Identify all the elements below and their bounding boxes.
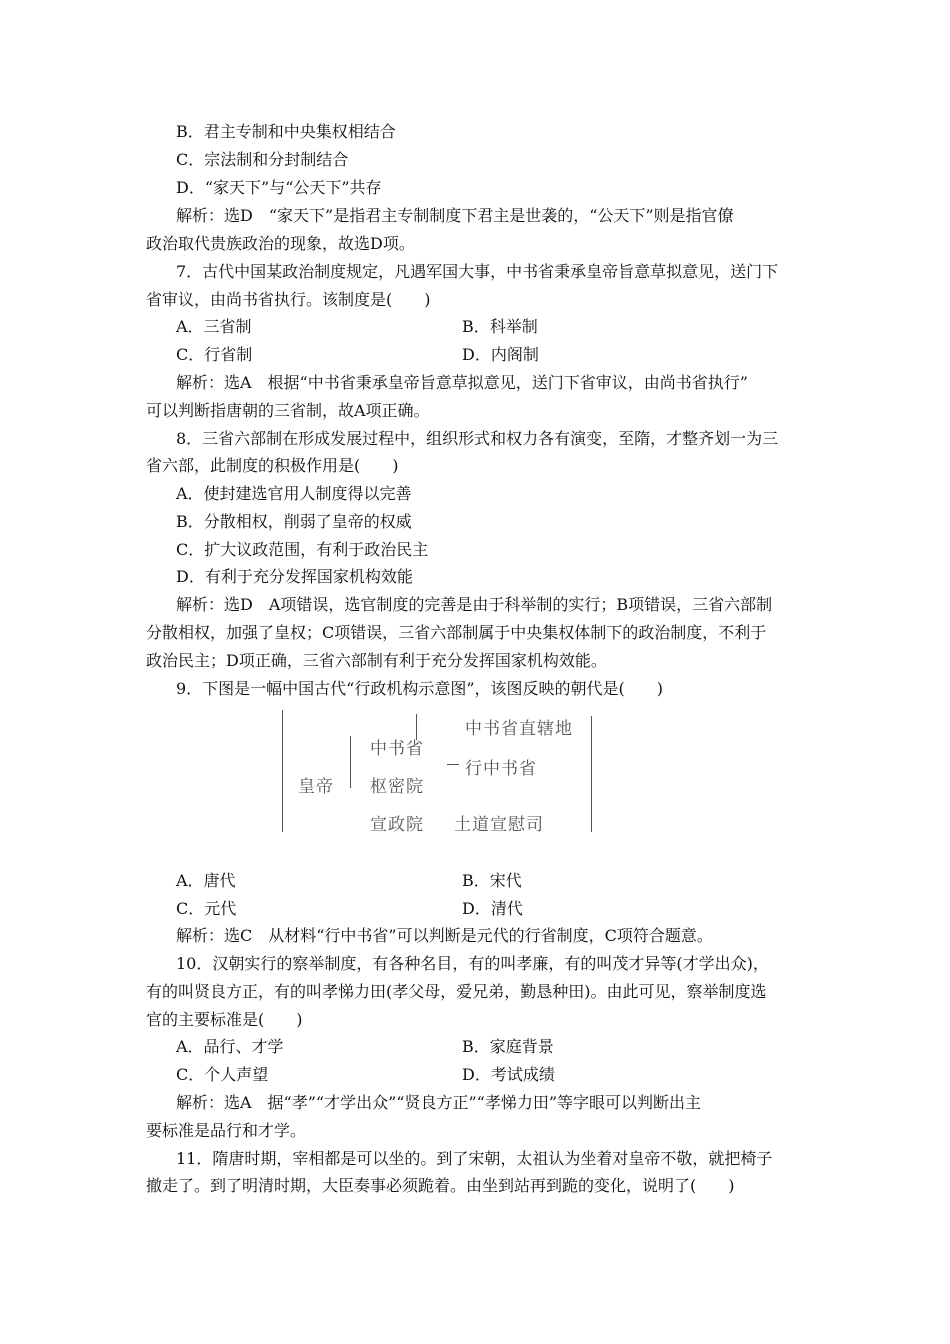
- q9-analysis: 解析：选C 从材料“行中书省”可以判断是元代的行省制度，C项符合题意。: [176, 926, 713, 945]
- q7-option-a: A．三省制: [176, 317, 252, 336]
- q10-option-c: C．个人声望: [176, 1065, 269, 1084]
- q7-option-b: B．科举制: [462, 317, 538, 336]
- q8-stem-line-2: 省六部，此制度的积极作用是( ): [146, 456, 399, 475]
- q9-option-a: A．唐代: [176, 871, 236, 890]
- q7-option-c: C．行省制: [176, 345, 253, 364]
- q10-stem-line-1: 10．汉朝实行的察举制度，有各种名目，有的叫孝廉，有的叫茂才异等(才学出众)，: [176, 954, 769, 973]
- q10-analysis-line-2: 要标准是品行和才学。: [146, 1121, 307, 1140]
- diagram-left-border: [282, 710, 283, 832]
- q10-stem-line-3: 官的主要标准是( ): [146, 1010, 303, 1029]
- q10-stem-line-2: 有的叫贤良方正，有的叫孝悌力田(孝父母，爱兄弟，勤恳种田)。由此可见，察举制度选: [146, 982, 767, 1001]
- q9-option-b: B．宋代: [462, 871, 522, 890]
- diagram-emperor-bracket: [350, 736, 351, 788]
- diagram-right-border: [591, 716, 592, 832]
- q9-option-c: C．元代: [176, 899, 237, 918]
- q6-analysis-line-2: 政治取代贵族政治的现象，故选D项。: [146, 234, 415, 253]
- diagram-connector: [447, 764, 459, 765]
- diagram-local-label-3: 土道宣慰司: [454, 815, 544, 835]
- q6-option-c: C．宗法制和分封制结合: [176, 150, 349, 169]
- q6-option-d: D．“家天下”与“公天下”共存: [176, 178, 382, 197]
- q10-option-b: B．家庭背景: [462, 1037, 554, 1056]
- q8-option-c: C．扩大议政范围，有利于政治民主: [176, 540, 429, 559]
- q7-stem-line-1: 7．古代中国某政治制度规定，凡遇军国大事，中书省秉承皇帝旨意草拟意见，送门下: [176, 262, 779, 281]
- q6-option-b: B．君主专制和中央集权相结合: [176, 122, 396, 141]
- q8-analysis-line-2: 分散相权，加强了皇权；C项错误，三省六部制属于中央集权体制下的政治制度，不利于: [146, 623, 767, 642]
- diagram-local-label-2: 行中书省: [465, 759, 537, 779]
- q10-option-a: A．品行、才学: [176, 1037, 284, 1056]
- q7-option-d: D．内阁制: [462, 345, 539, 364]
- diagram-central-label-2: 枢密院: [370, 777, 424, 797]
- q8-option-a: A．使封建选官用人制度得以完善: [176, 484, 412, 503]
- q7-stem-line-2: 省审议，由尚书省执行。该制度是( ): [146, 290, 431, 309]
- q11-stem-line-2: 撤走了。到了明清时期，大臣奏事必须跪着。由坐到站再到跪的变化，说明了( ): [146, 1176, 735, 1195]
- q8-analysis-line-1: 解析：选D A项错误，选官制度的完善是由于科举制的实行；B项错误，三省六部制: [176, 595, 773, 614]
- q7-analysis-line-1: 解析：选A 根据“中书省秉承皇帝旨意草拟意见，送门下省审议，由尚书省执行”: [176, 373, 748, 392]
- q8-analysis-line-3: 政治民主；D项正确，三省六部制有利于充分发挥国家机构效能。: [146, 651, 607, 670]
- diagram-emperor-label: 皇帝: [298, 777, 334, 797]
- q10-analysis-line-1: 解析：选A 据“孝”“才学出众”“贤良方正”“孝悌力田”等字眼可以判断出主: [176, 1093, 701, 1112]
- q8-option-d: D．有利于充分发挥国家机构效能: [176, 567, 413, 586]
- q7-analysis-line-2: 可以判断指唐朝的三省制，故A项正确。: [146, 401, 430, 420]
- diagram-central-label-3: 宣政院: [370, 815, 424, 835]
- q11-stem-line-1: 11．隋唐时期，宰相都是可以坐的。到了宋朝，太祖认为坐着对皇帝不敬，就把椅子: [176, 1149, 773, 1168]
- q8-option-b: B．分散相权，削弱了皇帝的权威: [176, 512, 412, 531]
- diagram-central-label-1: 中书省: [370, 739, 424, 759]
- q6-analysis-line-1: 解析：选D “家天下”是指君主专制制度下君主是世袭的，“公天下”则是指官僚: [176, 206, 734, 225]
- q9-option-d: D．清代: [462, 899, 523, 918]
- q9-stem: 9．下图是一幅中国古代“行政机构示意图”，该图反映的朝代是( ): [176, 679, 664, 698]
- diagram-local-label-1: 中书省直辖地: [465, 719, 573, 739]
- q10-option-d: D．考试成绩: [462, 1065, 555, 1084]
- q8-stem-line-1: 8．三省六部制在形成发展过程中，组织形式和权力各有演变，至隋，才整齐划一为三: [176, 429, 779, 448]
- administrative-structure-diagram: [282, 710, 594, 835]
